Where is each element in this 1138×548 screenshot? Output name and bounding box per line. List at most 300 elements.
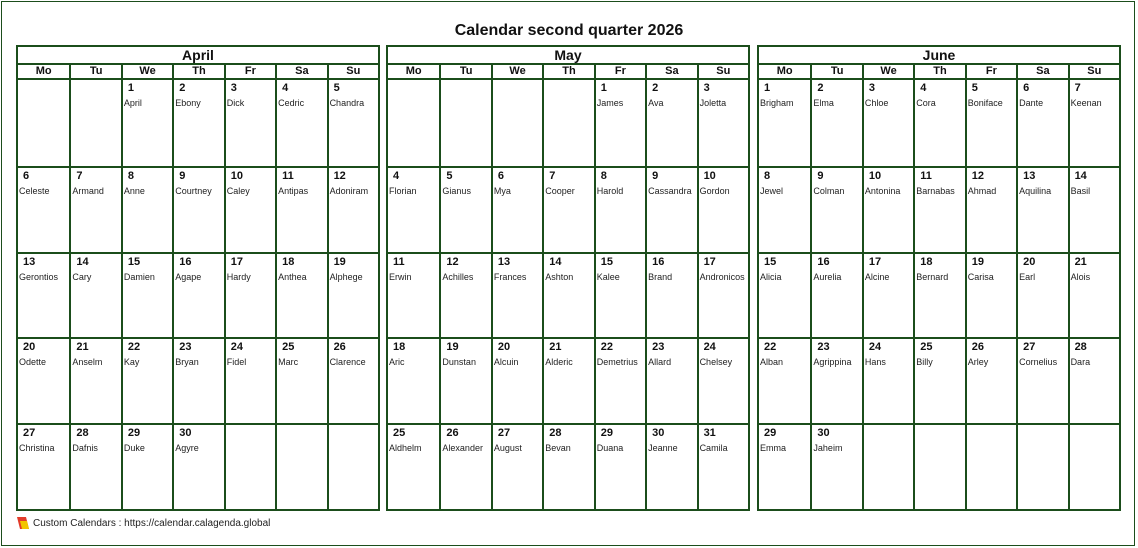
name-day: Alphege xyxy=(329,271,363,282)
weekday-header: Mo xyxy=(405,65,422,77)
day-cell[interactable] xyxy=(69,252,120,338)
name-day: Armand xyxy=(72,185,104,196)
day-number: 13 xyxy=(23,255,36,268)
name-day: Antonina xyxy=(864,185,901,196)
day-number: 30 xyxy=(817,427,830,440)
name-day: Alderic xyxy=(545,357,573,368)
name-day: Jeanne xyxy=(648,443,678,454)
day-grid xyxy=(18,80,378,509)
name-day: Chelsey xyxy=(699,357,733,368)
name-day: Demetrius xyxy=(596,357,638,368)
day-cell[interactable] xyxy=(439,252,490,338)
day-cell[interactable] xyxy=(327,166,378,252)
day-number: 16 xyxy=(179,255,192,268)
day-cell[interactable] xyxy=(645,166,696,252)
day-cell[interactable] xyxy=(645,80,696,166)
day-cell[interactable] xyxy=(542,252,593,338)
day-number: 19 xyxy=(971,255,984,268)
name-day: Basil xyxy=(1070,185,1091,196)
name-day: Achilles xyxy=(442,271,474,282)
day-cell[interactable] xyxy=(439,337,490,423)
name-day: Adoniram xyxy=(329,185,369,196)
name-day: Elma xyxy=(813,98,834,108)
name-day: Damien xyxy=(123,271,155,282)
month-june xyxy=(757,45,1121,511)
name-day: Anthea xyxy=(278,271,307,282)
day-number: 6 xyxy=(497,169,504,182)
day-cell[interactable] xyxy=(224,166,275,252)
name-day: Alcuin xyxy=(493,357,519,368)
day-number: 6 xyxy=(1023,82,1030,94)
day-number: 10 xyxy=(703,169,716,182)
weekday-header: Tu xyxy=(810,65,861,78)
name-day: Jewel xyxy=(760,185,784,196)
day-number: 21 xyxy=(76,341,89,354)
empty-day-cell xyxy=(542,80,593,166)
day-number: 11 xyxy=(393,255,405,268)
name-day: Hans xyxy=(864,357,886,368)
day-cell[interactable] xyxy=(697,80,748,166)
day-number: 12 xyxy=(446,255,459,268)
name-day: Bernard xyxy=(916,271,949,282)
day-cell[interactable] xyxy=(388,252,439,338)
day-cell[interactable] xyxy=(491,166,542,252)
day-number: 25 xyxy=(393,427,406,440)
day-cell[interactable] xyxy=(1068,337,1119,423)
weekday-header: We xyxy=(491,65,542,78)
name-day: Gerontios xyxy=(19,271,59,282)
day-number: 8 xyxy=(600,169,607,182)
day-number: 27 xyxy=(23,427,36,440)
name-day: Agyre xyxy=(175,443,199,454)
day-cell[interactable] xyxy=(172,252,223,338)
empty-day-cell xyxy=(1068,423,1119,509)
day-number: 1 xyxy=(600,82,607,94)
day-cell[interactable] xyxy=(913,337,964,423)
day-cell[interactable] xyxy=(965,166,1016,252)
name-day: Earl xyxy=(1019,271,1036,282)
day-cell[interactable] xyxy=(697,166,748,252)
name-day: Barnabas xyxy=(916,185,955,196)
day-number: 13 xyxy=(1023,169,1036,182)
day-cell[interactable] xyxy=(594,252,645,338)
name-day: Andronicos xyxy=(699,271,745,282)
weekday-header: Tu xyxy=(439,65,490,78)
day-cell[interactable] xyxy=(1016,252,1067,338)
day-number: 17 xyxy=(868,255,882,268)
day-cell[interactable] xyxy=(810,252,861,338)
day-number: 18 xyxy=(920,255,933,268)
day-grid xyxy=(388,80,748,509)
empty-day-cell xyxy=(1016,423,1067,509)
day-number: 15 xyxy=(764,255,777,268)
day-cell[interactable] xyxy=(327,252,378,338)
name-day: Billy xyxy=(916,357,933,368)
day-cell[interactable] xyxy=(862,166,913,252)
day-cell[interactable] xyxy=(1068,166,1119,252)
name-day: Marc xyxy=(278,357,299,368)
day-cell[interactable] xyxy=(491,423,542,509)
day-cell[interactable] xyxy=(69,337,120,423)
day-number: 29 xyxy=(764,427,777,440)
day-cell[interactable] xyxy=(542,423,593,509)
name-day: Aldhelm xyxy=(389,443,422,454)
empty-day-cell xyxy=(913,423,964,509)
name-day: Anne xyxy=(123,185,145,196)
weekday-header: Th xyxy=(172,65,223,78)
day-cell[interactable] xyxy=(862,80,913,166)
name-day: Dafnis xyxy=(72,443,98,454)
day-cell[interactable] xyxy=(759,166,810,252)
day-number: 6 xyxy=(23,169,30,182)
day-cell[interactable] xyxy=(697,252,748,338)
day-number: 3 xyxy=(230,82,237,94)
name-day: Agrippina xyxy=(813,357,852,368)
day-number: 2 xyxy=(179,82,186,94)
day-number: 26 xyxy=(446,427,459,440)
name-day: Cassandra xyxy=(648,185,692,196)
day-number: 25 xyxy=(282,341,295,354)
day-number: 9 xyxy=(179,169,186,182)
weekday-header: Su xyxy=(327,65,378,78)
day-number: 19 xyxy=(333,255,346,268)
day-cell[interactable] xyxy=(697,337,748,423)
name-day: Kalee xyxy=(596,271,620,282)
day-number: 13 xyxy=(497,255,511,268)
name-day: Alexander xyxy=(442,443,483,454)
empty-day-cell xyxy=(862,423,913,509)
weekday-header-row xyxy=(759,65,1119,80)
name-day: Duke xyxy=(123,443,145,454)
name-day: Cooper xyxy=(545,185,575,196)
day-number: 29 xyxy=(127,427,141,440)
name-day: Allard xyxy=(648,357,672,368)
name-day: Ebony xyxy=(175,98,201,108)
weekday-header: We xyxy=(121,65,172,78)
day-number: 8 xyxy=(764,169,771,182)
day-cell[interactable] xyxy=(594,337,645,423)
weekday-header: Su xyxy=(697,65,748,78)
name-day: Fidel xyxy=(226,357,247,368)
empty-day-cell xyxy=(491,80,542,166)
day-cell[interactable] xyxy=(697,423,748,509)
name-day: Cedric xyxy=(278,98,305,108)
name-day: Christina xyxy=(19,443,55,454)
calagenda-logo-icon xyxy=(17,517,29,529)
empty-day-cell xyxy=(224,423,275,509)
name-day: Courtney xyxy=(175,185,212,196)
name-day: Gianus xyxy=(442,185,471,196)
name-day: Alicia xyxy=(760,271,782,282)
name-day: Celeste xyxy=(19,185,50,196)
day-number: 28 xyxy=(76,427,89,440)
name-day: Brigham xyxy=(760,98,794,108)
day-number: 4 xyxy=(393,169,400,182)
day-number: 20 xyxy=(23,341,36,354)
day-number: 19 xyxy=(446,341,459,354)
name-day: Dante xyxy=(1019,98,1044,108)
day-cell[interactable] xyxy=(862,337,913,423)
day-cell[interactable] xyxy=(759,423,810,509)
day-cell[interactable] xyxy=(172,423,223,509)
day-number: 8 xyxy=(127,169,134,182)
day-number: 5 xyxy=(446,169,453,182)
day-number: 21 xyxy=(549,341,562,354)
month-name: June xyxy=(759,47,1119,65)
name-day: Odette xyxy=(19,357,47,368)
day-number: 14 xyxy=(76,255,89,268)
day-grid xyxy=(759,80,1119,509)
day-cell[interactable] xyxy=(810,423,861,509)
day-number: 24 xyxy=(703,341,716,354)
day-cell[interactable] xyxy=(491,337,542,423)
day-number: 23 xyxy=(179,341,192,354)
day-cell[interactable] xyxy=(913,252,964,338)
day-cell[interactable] xyxy=(172,166,223,252)
weekday-header: Sa xyxy=(275,65,326,78)
day-number: 26 xyxy=(333,341,346,354)
day-cell[interactable] xyxy=(1016,166,1067,252)
day-cell[interactable] xyxy=(18,166,69,252)
day-number: 31 xyxy=(703,427,716,440)
day-number: 23 xyxy=(817,341,830,354)
weekday-header-row xyxy=(388,65,748,80)
day-cell[interactable] xyxy=(1068,80,1119,166)
day-number: 10 xyxy=(230,169,243,182)
name-day: Alban xyxy=(760,357,784,368)
day-number: 24 xyxy=(868,341,882,354)
day-number: 21 xyxy=(1074,255,1087,268)
day-cell[interactable] xyxy=(913,166,964,252)
name-day: Caley xyxy=(226,185,250,196)
weekday-header: Fr xyxy=(965,65,1016,78)
name-day: Emma xyxy=(760,443,787,454)
day-cell[interactable] xyxy=(439,166,490,252)
name-day: Colman xyxy=(813,185,845,196)
name-day: Anselm xyxy=(72,357,103,368)
name-day: Mya xyxy=(493,185,511,196)
day-number: 26 xyxy=(971,341,984,354)
day-cell[interactable] xyxy=(645,423,696,509)
name-day: Arley xyxy=(967,357,989,368)
day-cell[interactable] xyxy=(69,423,120,509)
day-number: 10 xyxy=(868,169,882,182)
name-day: Keenan xyxy=(1070,98,1102,108)
month-april xyxy=(16,45,380,511)
day-cell[interactable] xyxy=(224,252,275,338)
day-number: 30 xyxy=(179,427,192,440)
day-number: 14 xyxy=(549,255,562,268)
day-cell[interactable] xyxy=(810,166,861,252)
name-day: Cary xyxy=(72,271,92,282)
day-number: 1 xyxy=(764,82,771,94)
empty-day-cell xyxy=(327,423,378,509)
day-cell[interactable] xyxy=(121,423,172,509)
day-number: 22 xyxy=(127,341,141,354)
day-cell[interactable] xyxy=(275,166,326,252)
day-number: 23 xyxy=(652,341,665,354)
day-number: 28 xyxy=(1074,341,1087,354)
day-number: 18 xyxy=(282,255,295,268)
day-number: 5 xyxy=(333,82,340,94)
day-cell[interactable] xyxy=(759,252,810,338)
day-number: 3 xyxy=(868,82,875,94)
day-number: 17 xyxy=(230,255,243,268)
name-day: Aquilina xyxy=(1019,185,1052,196)
empty-day-cell xyxy=(388,80,439,166)
name-day: Cora xyxy=(916,98,936,108)
day-cell[interactable] xyxy=(18,337,69,423)
name-day: James xyxy=(596,98,624,108)
footer-link-text[interactable]: Custom Calendars : https://calendar.calagenda.global xyxy=(33,517,271,529)
day-number: 18 xyxy=(393,341,406,354)
day-number: 12 xyxy=(971,169,984,182)
day-number: 20 xyxy=(1023,255,1036,268)
day-cell[interactable] xyxy=(275,80,326,166)
name-day: Duana xyxy=(596,443,624,454)
day-number: 14 xyxy=(1074,169,1087,182)
day-number: 30 xyxy=(652,427,665,440)
day-cell[interactable] xyxy=(965,337,1016,423)
name-day: Bevan xyxy=(545,443,571,454)
day-number: 9 xyxy=(817,169,824,182)
day-cell[interactable] xyxy=(759,80,810,166)
day-number: 27 xyxy=(1023,341,1036,354)
day-number: 7 xyxy=(76,169,83,182)
day-cell[interactable] xyxy=(965,252,1016,338)
name-day: Dara xyxy=(1070,357,1091,368)
day-number: 7 xyxy=(549,169,556,182)
day-cell[interactable] xyxy=(965,80,1016,166)
day-cell[interactable] xyxy=(275,337,326,423)
day-number: 27 xyxy=(497,427,511,440)
name-day: Aurelia xyxy=(813,271,842,282)
day-cell[interactable] xyxy=(121,80,172,166)
day-cell[interactable] xyxy=(1016,80,1067,166)
day-number: 11 xyxy=(920,169,932,182)
day-cell[interactable] xyxy=(810,337,861,423)
name-day: Kay xyxy=(123,357,140,368)
day-cell[interactable] xyxy=(388,166,439,252)
name-day: August xyxy=(493,443,522,454)
name-day: Frances xyxy=(493,271,527,282)
name-day: Carisa xyxy=(967,271,994,282)
day-cell[interactable] xyxy=(594,166,645,252)
day-cell[interactable] xyxy=(1068,252,1119,338)
day-number: 4 xyxy=(920,82,927,94)
name-day: Camila xyxy=(699,443,728,454)
day-cell[interactable] xyxy=(759,337,810,423)
weekday-header-row xyxy=(18,65,378,80)
name-day: Hardy xyxy=(226,271,251,282)
name-day: Aric xyxy=(389,357,405,368)
weekday-header: Th xyxy=(542,65,593,78)
day-cell[interactable] xyxy=(645,252,696,338)
empty-day-cell xyxy=(439,80,490,166)
day-number: 22 xyxy=(600,341,613,354)
month-may xyxy=(386,45,750,511)
name-day: Gordon xyxy=(699,185,730,196)
weekday-header: Fr xyxy=(594,65,645,78)
name-day: Alois xyxy=(1070,271,1091,282)
name-day: Chloe xyxy=(864,98,889,108)
name-day: Antipas xyxy=(278,185,309,196)
day-cell[interactable] xyxy=(645,337,696,423)
day-cell[interactable] xyxy=(594,80,645,166)
name-day: Chandra xyxy=(329,98,365,108)
day-cell[interactable] xyxy=(862,252,913,338)
day-number: 5 xyxy=(971,82,978,94)
day-cell[interactable] xyxy=(327,80,378,166)
day-number: 2 xyxy=(817,82,824,94)
day-cell[interactable] xyxy=(69,166,120,252)
weekday-header: Tu xyxy=(69,65,120,78)
day-cell[interactable] xyxy=(275,252,326,338)
day-cell[interactable] xyxy=(121,337,172,423)
day-cell[interactable] xyxy=(542,337,593,423)
day-number: 4 xyxy=(282,82,289,94)
day-number: 22 xyxy=(764,341,777,354)
day-cell[interactable] xyxy=(18,423,69,509)
day-cell[interactable] xyxy=(542,166,593,252)
day-cell[interactable] xyxy=(913,80,964,166)
day-cell[interactable] xyxy=(224,80,275,166)
day-cell[interactable] xyxy=(224,337,275,423)
name-day: Dunstan xyxy=(442,357,476,368)
name-day: Harold xyxy=(596,185,624,196)
footer xyxy=(17,517,270,529)
day-cell[interactable] xyxy=(172,80,223,166)
day-number: 16 xyxy=(652,255,665,268)
day-number: 3 xyxy=(703,82,710,94)
day-cell[interactable] xyxy=(121,252,172,338)
day-number: 9 xyxy=(652,169,659,182)
day-cell[interactable] xyxy=(491,252,542,338)
name-day: Agape xyxy=(175,271,202,282)
day-cell[interactable] xyxy=(327,337,378,423)
day-cell[interactable] xyxy=(388,337,439,423)
empty-day-cell xyxy=(69,80,120,166)
day-number: 29 xyxy=(600,427,613,440)
day-cell[interactable] xyxy=(18,252,69,338)
weekday-header: We xyxy=(862,65,913,78)
weekday-header: Mo xyxy=(35,65,52,77)
day-cell[interactable] xyxy=(172,337,223,423)
name-day: Bryan xyxy=(175,357,199,368)
day-cell[interactable] xyxy=(1016,337,1067,423)
weekday-header: Su xyxy=(1068,65,1119,78)
day-number: 1 xyxy=(127,82,134,94)
day-cell[interactable] xyxy=(810,80,861,166)
empty-day-cell xyxy=(18,80,69,166)
weekday-header: Fr xyxy=(224,65,275,78)
day-number: 20 xyxy=(497,341,511,354)
day-cell[interactable] xyxy=(439,423,490,509)
day-number: 12 xyxy=(333,169,346,182)
name-day: April xyxy=(123,98,142,108)
day-number: 17 xyxy=(703,255,716,268)
name-day: Dick xyxy=(226,98,245,108)
day-number: 7 xyxy=(1074,82,1081,94)
weekday-header: Sa xyxy=(645,65,696,78)
day-cell[interactable] xyxy=(388,423,439,509)
day-cell[interactable] xyxy=(121,166,172,252)
day-cell[interactable] xyxy=(594,423,645,509)
day-number: 15 xyxy=(600,255,613,268)
day-number: 15 xyxy=(127,255,141,268)
weekday-header: Mo xyxy=(776,65,793,77)
name-day: Florian xyxy=(389,185,417,196)
